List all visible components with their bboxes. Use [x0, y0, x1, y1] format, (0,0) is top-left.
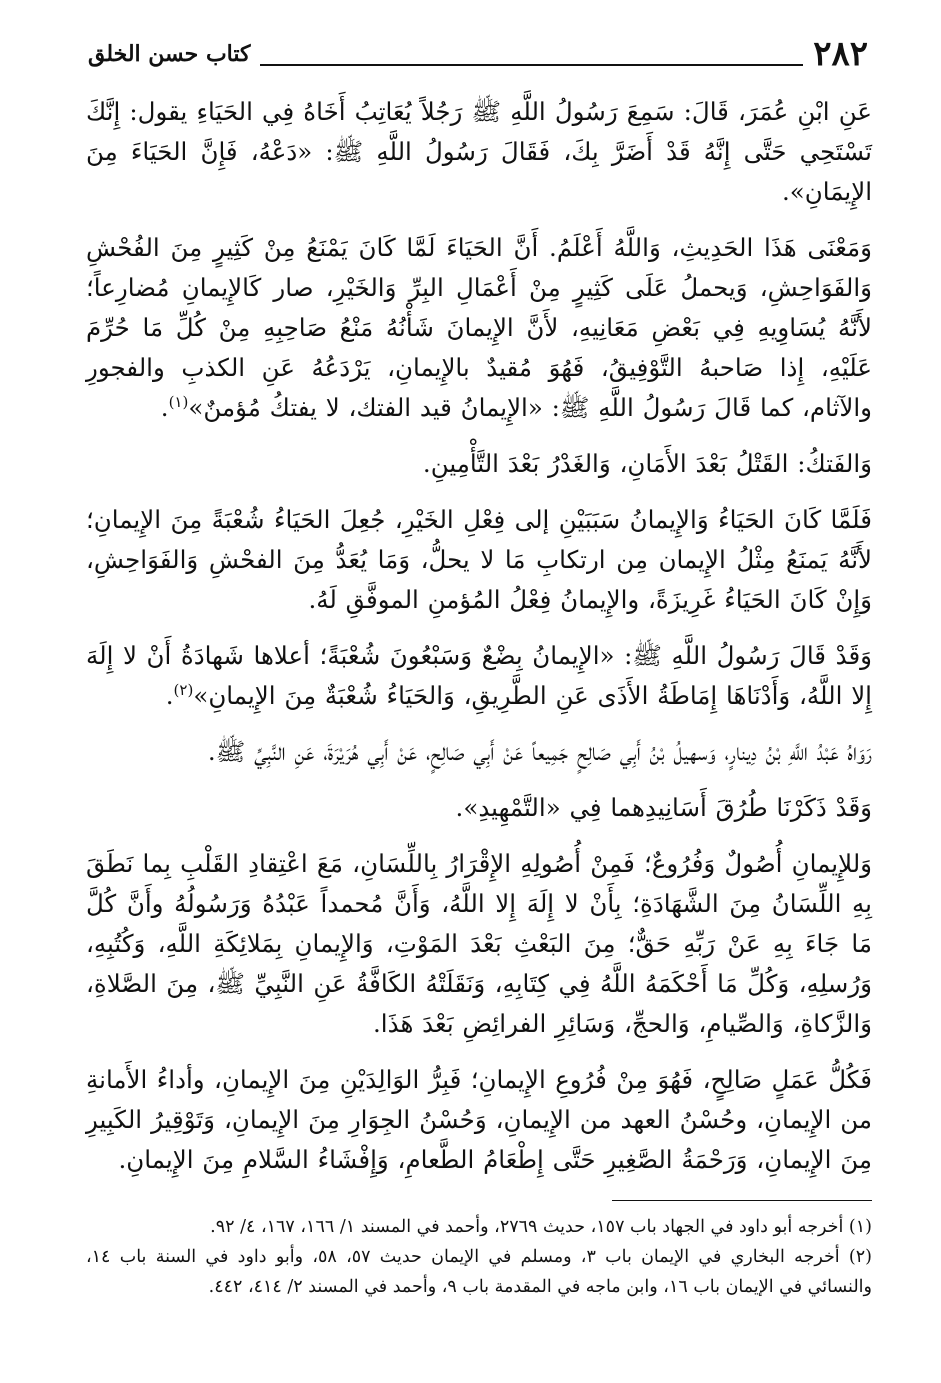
paragraph-end: .	[160, 393, 169, 422]
paragraph-hadith-ibn-umar	[86, 92, 872, 212]
paragraph-iman-branches	[86, 1060, 872, 1180]
paragraph-hadith-meaning	[86, 228, 872, 428]
paragraph-iman-roots	[86, 844, 872, 1044]
paragraph-text: وَمَعْنَى هَذَا الحَدِيثِ، وَاللَّهُ أَعْلَمُ. أَنَّ الحَيَاءَ لَمَّا كَانَ يَمْنَعُ مِنْ كَثِيرٍ مِنَ الفُحْشِ وَالفَوَاحِشِ، وَيحملُ عَلَى كَثِيرٍ مِنْ أَعْمَالِ البِرِّ وَالخَيْرِ، صار كَالإِيمانِ مُضارِعاً؛ لأَنَّهُ يُسَاوِيهِ فِي بَعْضِ مَعَانِيهِ، لأَنَّ الإِيمانَ شَأْنُهُ مَنْعُ صَاحِبِهِ مِنْ كُلِّ مَا حُرِّمَ عَلَيْهِ، إِذا صَاحبهُ التَّوْفِيقُ، فَهُوَ مُقيدٌ بالإِيمانِ، يَرْدَعُهُ عَنِ الكذبِ والفجورِ والآثام، كما قَالَ رَسُولُ اللَّهِ ﷺ: «الإِيمانُ قيد الفتك، لا يفتكُ مُؤمنٌ»	[86, 233, 873, 422]
footnote-separator	[612, 1200, 872, 1201]
footnote-ref-2[interactable]: (٢)	[173, 680, 194, 699]
paragraph-end: .	[165, 681, 174, 710]
page-header	[88, 28, 868, 76]
paragraph-text: فَلَمَّا كَانَ الحَيَاءُ وَالإِيمانُ سَبَبَيْنِ إلى فِعْلِ الخَيْرِ، جُعِلَ الحَيَاءُ شُعْبَةً مِنَ الإِيمانِ؛ لأَنَّهُ يَمنَعُ مِثْلُ الإِيمان مِن ارتكابِ مَا لا يحلُّ، وَمَا يُعَدُّ مِنَ الفحْشِ وَالفَوَاحِشِ، وَإِنْ كَانَ الحَيَاءُ غَرِيزَةً، والإِيمانُ فِعْلُ المُؤمنِ الموفَّقِ لَهُ.	[86, 505, 872, 614]
paragraph-text: وَقَدْ قَالَ رَسُولُ اللَّهِ ﷺ: «الإِيمانُ بِضْعٌ وَسَبْعُونَ شُعْبَةً؛ أعلاها شَهادَةُ أَنْ لا إِلَهَ إِلا اللَّهُ، وَأَدْنَاهَا إِمَاطَةُ الأَذَى عَنِ الطَّرِيقِ، وَالحَيَاءُ شُعْبَةٌ مِنَ الإِيمانِ»	[86, 641, 872, 710]
paragraph-text: فَكُلُّ عَمَلٍ صَالِحٍ، فَهُوَ مِنْ فُرُوعِ الإِيمانِ؛ فَبِرُّ الوَالِدَيْنِ مِنَ الإِيمانِ، وأداءُ الأَمانةِ من الإِيمانِ، وحُسْنُ العهد من الإِيمانِ، وَحُسْنُ الجِوَارِ مِنَ الإِيمانِ، وَتَوْقِيرُ الكَبِيرِ مِنَ الإِيمانِ، وَرَحْمَةُ الصَّغِيرِ حَتَّى إِطْعَامُ الطَّعامِ، وَإِفْشَاءُ السَّلامِ مِنَ الإِيمانِ.	[86, 1065, 872, 1174]
paragraph-tamhid-reference	[86, 788, 872, 828]
paragraph-haya-branch	[86, 500, 872, 620]
footnote-1: (١) أخرجه أبو داود في الجهاد باب ١٥٧، حديث ٢٧٦٩، وأحمد في المسند ١/ ١٦٦، ١٦٧، ٤/ ٩٢.	[210, 1217, 872, 1237]
page-number: ٢٨٢	[813, 34, 868, 74]
paragraph-iman-branches-hadith	[86, 636, 872, 716]
header-rule	[260, 64, 803, 66]
paragraph-text: وَللإِيمانِ أُصُولٌ وَفُرُوعٌ؛ فَمِنْ أُصُولِهِ الإِقْرَارُ بِاللِّسَانِ، مَعَ اعْتِقادِ القَلْبِ بِما نَطَقَ بِهِ اللِّسَانُ مِنَ الشَّهَادَةِ؛ بِأَنْ لا إِلَهَ إِلا اللَّهُ، وَأَنَّ مُحمداً عَبْدُهُ وَرَسُولُهُ وأَنَّ كُلَّ مَا جَاءَ بِهِ عَنْ رَبِّهِ حَقٌّ؛ مِنَ البَعْثِ بَعْدَ المَوْتِ، وَالإِيمانِ بِمَلائِكَةِ اللَّهِ، وَكُتُبِهِ، وَرُسلِهِ، وَكُلِّ مَا أَحْكَمَهُ اللَّهُ فِي كِتَابِهِ، وَنَقَلَتْهُ الكَافَّةُ عَنِ النَّبِيِّ ﷺ، مِنَ الصَّلاةِ، وَالزَّكاةِ، وَالصِّيامِ، وَالحجِّ، وَسَائِرِ الفرائِضِ بَعْدَ هَذَا.	[86, 849, 872, 1038]
paragraph-narrators	[86, 732, 872, 772]
paragraph-text: رَوَاهُ عَبْدُ اللَّهِ بْنُ دِينارٍ، وَسهيلُ بْنُ أَبِي صَالِحٍ جَمِيعاً عَنْ أَبِي صَالِحٍ، عَنْ أَبِي هُرَيْرَةَ، عَنِ النَّبِيِّ ﷺ.	[207, 737, 872, 766]
paragraph-text: عَنِ ابْنِ عُمَرَ، قَالَ: سَمِعَ رَسُولُ اللَّهِ ﷺ رَجُلاً يُعَاتِبُ أَخَاهُ فِي الحَيَاءِ يقول: إِنَّكَ تَسْتَحِي حَتَّى إِنَّهُ قَدْ أَضَرَّ بِكَ، فَقَالَ رَسُولُ اللَّهِ ﷺ: «دَعْهُ، فَإِنَّ الحَيَاءَ مِنَ الإِيمَانِ».	[86, 97, 872, 206]
main-text	[86, 92, 872, 1196]
footnote-ref-1[interactable]: (١)	[168, 392, 189, 411]
paragraph-text: وَقَدْ ذَكَرْنَا طُرُقَ أَسَانِيدِهما فِي «التَّمْهِيدِ».	[455, 793, 872, 822]
running-title: كتاب حسن الخلق	[88, 41, 251, 67]
footnote-2: (٢) أخرجه البخاري في الإيمان باب ٣، ومسلم في الإيمان حديث ٥٧، ٥٨، وأبو داود في السنة باب ١٤، والنسائي في الإيمان باب ١٦، وابن ماجه في المقدمة باب ٩، وأحمد في المسند ٢/ ٤١٤، ٤٤٢.	[86, 1247, 872, 1297]
paragraph-text: وَالفَتكُ: القَتْلُ بَعْدَ الأَمَانِ، وَالغَدْرُ بَعْدَ التَّأْمِينِ.	[422, 449, 872, 478]
paragraph-fatk-definition	[86, 444, 872, 484]
footnotes	[86, 1212, 872, 1302]
